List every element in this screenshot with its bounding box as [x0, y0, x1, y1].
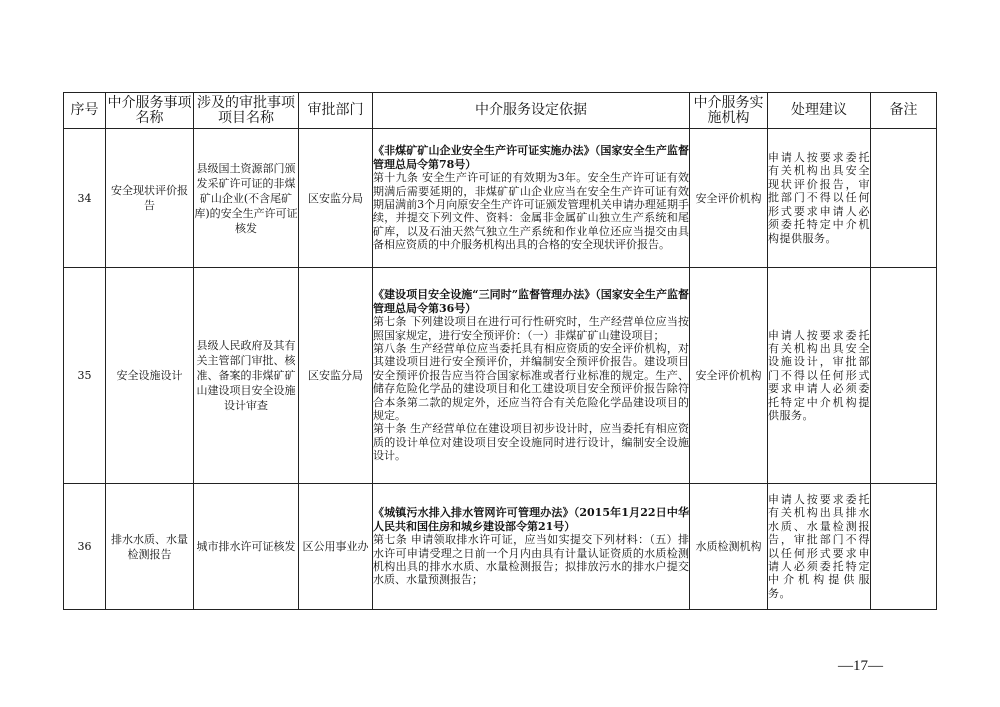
- row-remark: [871, 484, 937, 610]
- row-agency: 水质检测机构: [690, 484, 768, 610]
- header-no: 序号: [64, 93, 106, 129]
- row-service: 排水水质、水量检测报告: [106, 484, 194, 610]
- row-dept: 区公用事业办: [299, 484, 373, 610]
- basis-title: 《城镇污水排入排水管网许可管理办法》（2015年1月22日中华人民共和国住房和城乡建设部令第21号）: [373, 506, 689, 533]
- header-remark: 备注: [871, 93, 937, 129]
- row-dept: 区安监分局: [299, 268, 373, 484]
- advice-text: 申请人按要求委托有关机构出具排水水质、水量检测报告，审批部门不得以任何形式要求申请人必须委托特定中介机构提供服务。: [768, 492, 870, 600]
- header-basis: 中介服务设定依据: [373, 93, 690, 129]
- basis-para: 第七条 下列建设项目在进行可行性研究时，生产经营单位应当按照国家规定，进行安全预评价：（一）非煤矿矿山建设项目；: [373, 315, 689, 342]
- basis-title: 《建设项目安全设施“三同时”监督管理办法》（国家安全生产监督管理总局令第36号）: [373, 288, 689, 315]
- basis-para: 第八条 生产经营单位应当委托具有相应资质的安全评价机构，对其建设项目进行安全预评价，并编制安全预评价报告。建设项目安全预评价报告应当符合国家标准或者行业标准的规定。生产、储存危险化学品的建设项目和化工建设项目安全预评价报告除符合本条第二款的规定外，还应当符合有关危险化学品建设项目的规定。: [373, 341, 689, 423]
- header-approval: 涉及的审批事项项目名称: [194, 93, 299, 129]
- row-basis: [373, 129, 690, 268]
- row-remark: [871, 268, 937, 484]
- advice-text: 申请人按要求委托有关机构出具安全现状评价报告，审批部门不得以任何形式要求申请人必须委托特定中介机构提供服务。: [768, 151, 870, 245]
- table-row: [64, 268, 937, 484]
- row-advice: [768, 268, 871, 484]
- basis-para: 第十九条 安全生产许可证的有效期为3年。安全生产许可证有效期满后需要延期的，非煤矿矿山企业应当在安全生产许可证有效期届满前3个月向原安全生产许可证颁发管理机关申请办理延期手续，并提交下列文件、资料：金属非金属矿山独立生产系统和尾矿库，以及石油天然气独立生产系统和作业单位还应当提交由具备相应资质的中介服务机构出具的合格的安全现状评价报告。: [373, 171, 689, 252]
- header-service: 中介服务事项名称: [106, 93, 194, 129]
- row-service: 安全现状评价报告: [106, 129, 194, 268]
- advice-text: 申请人按要求委托有关机构出具安全设施设计，审批部门不得以任何形式要求申请人必须委托特定中介机构提供服务。: [768, 328, 870, 423]
- row-remark: [871, 129, 937, 268]
- service-table: [63, 92, 937, 610]
- row-approval: 县级人民政府及其有关主管部门审批、核准、备案的非煤矿矿山建设项目安全设施设计审查: [194, 268, 299, 484]
- header-row: [64, 93, 937, 129]
- row-agency: 安全评价机构: [690, 129, 768, 268]
- row-basis: [373, 268, 690, 484]
- header-agency: 中介服务实施机构: [690, 93, 768, 129]
- row-approval: 县级国土资源部门颁发采矿许可证的非煤矿山企业(不含尾矿库)的安全生产许可证核发: [194, 129, 299, 268]
- basis-para: 第七条 申请领取排水许可证，应当如实提交下列材料：（五）排水许可申请受理之日前一个月内由具有计量认证资质的水质检测机构出具的排水水质、水量检测报告；拟排放污水的排水户提交水质、水量预测报告；: [373, 533, 689, 587]
- table-row: [64, 484, 937, 610]
- row-service: 安全设施设计: [106, 268, 194, 484]
- row-advice: [768, 484, 871, 610]
- basis-title: 《非煤矿矿山企业安全生产许可证实施办法》（国家安全生产监督管理总局令第78号）: [373, 144, 689, 171]
- basis-para: 第十条 生产经营单位在建设项目初步设计时，应当委托有相应资质的设计单位对建设项目安全设施同时进行设计，编制安全设施设计。: [373, 422, 689, 463]
- row-no: 36: [64, 484, 106, 610]
- row-no: 35: [64, 268, 106, 484]
- row-no: 34: [64, 129, 106, 268]
- row-approval: 城市排水许可证核发: [194, 484, 299, 610]
- row-dept: 区安监分局: [299, 129, 373, 268]
- header-advice: 处理建议: [768, 93, 871, 129]
- row-basis: [373, 484, 690, 610]
- row-agency: 安全评价机构: [690, 268, 768, 484]
- page-number: —17—: [838, 658, 883, 674]
- table-row: [64, 129, 937, 268]
- row-advice: [768, 129, 871, 268]
- header-dept: 审批部门: [299, 93, 373, 129]
